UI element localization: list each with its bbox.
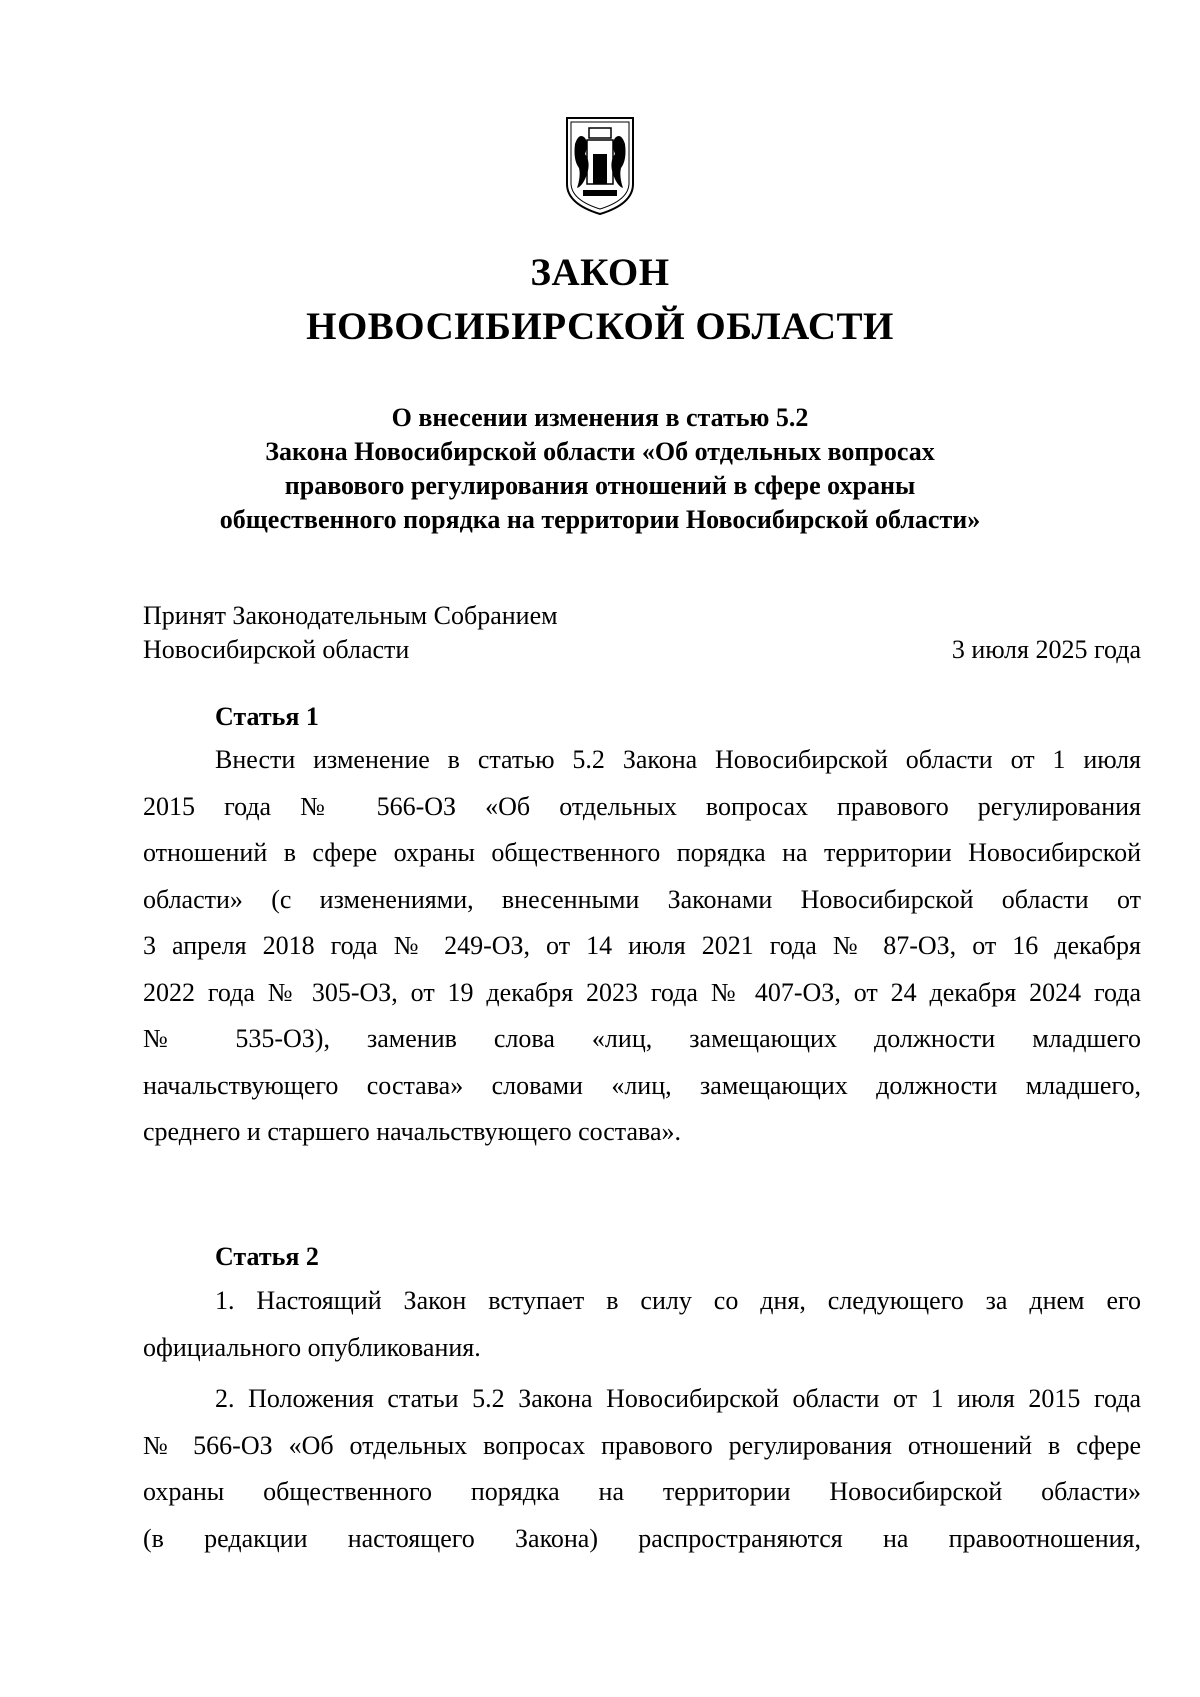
text-line: (в редакции настоящего Закона) распространяются на правоотношения, bbox=[143, 1523, 1141, 1553]
text-line: Внести изменение в статью 5.2 Закона Новосибирской области от 1 июля bbox=[215, 745, 1141, 774]
subject-line: общественного порядка на территории Новосибирской области» bbox=[219, 505, 981, 534]
text-line: начальствующего состава» словами «лиц, замещающих должности младшего, bbox=[143, 1070, 1141, 1100]
text-line: 2022 года № 305-ОЗ, от 19 декабря 2023 года № 407-ОЗ, от 24 декабря 2024 года bbox=[143, 977, 1141, 1007]
text-line: № 566-ОЗ «Об отдельных вопросах правового регулирования отношений в сфере bbox=[143, 1430, 1141, 1460]
adoption-block bbox=[143, 599, 1141, 667]
text-line: 3 апреля 2018 года № 249-ОЗ, от 14 июля 2021 года № 87-ОЗ, от 16 декабря bbox=[143, 931, 1141, 960]
subject-line: О внесении изменения в статью 5.2 bbox=[391, 403, 809, 432]
article-2-heading: Статья 2 bbox=[215, 1242, 319, 1271]
subject-line: правового регулирования отношений в сфере охраны bbox=[284, 471, 916, 500]
text-line: отношений в сфере охраны общественного порядка на территории Новосибирской bbox=[143, 838, 1141, 867]
law-subject bbox=[0, 401, 1200, 537]
adopted-by-line: Принят Законодательным Собранием bbox=[143, 601, 558, 630]
text-line: области» (с изменениями, внесенными Законами Новосибирской области от bbox=[143, 884, 1141, 914]
subject-line: Закона Новосибирской области «Об отдельных вопросах bbox=[265, 437, 935, 466]
article-1-heading: Статья 1 bbox=[215, 702, 319, 731]
article-1-text bbox=[143, 737, 1141, 1156]
coat-of-arms-icon bbox=[557, 114, 643, 216]
document-title bbox=[0, 246, 1200, 354]
title-line: НОВОСИБИРСКОЙ ОБЛАСТИ bbox=[306, 305, 894, 348]
text-line: охраны общественного порядка на территории Новосибирской области» bbox=[143, 1477, 1141, 1506]
text-line: среднего и старшего начальствующего состава». bbox=[143, 1117, 681, 1146]
text-line: официального опубликования. bbox=[143, 1332, 481, 1362]
article-2-paragraph-2 bbox=[143, 1376, 1141, 1562]
title-line: ЗАКОН bbox=[530, 251, 670, 294]
adoption-date: 3 июля 2025 года bbox=[951, 635, 1141, 664]
article-2-paragraph-1 bbox=[143, 1278, 1141, 1371]
adopted-by-line: Новосибирской области bbox=[143, 635, 410, 664]
text-line: 2015 года № 566-ОЗ «Об отдельных вопросах правового регулирования bbox=[143, 791, 1141, 821]
text-line: 1. Настоящий Закон вступает в силу со дня, следующего за днем его bbox=[215, 1286, 1141, 1315]
text-line: 2. Положения статьи 5.2 Закона Новосибирской области от 1 июля 2015 года bbox=[215, 1384, 1141, 1413]
text-line: № 535-ОЗ), заменив слова «лиц, замещающих должности младшего bbox=[143, 1024, 1141, 1053]
